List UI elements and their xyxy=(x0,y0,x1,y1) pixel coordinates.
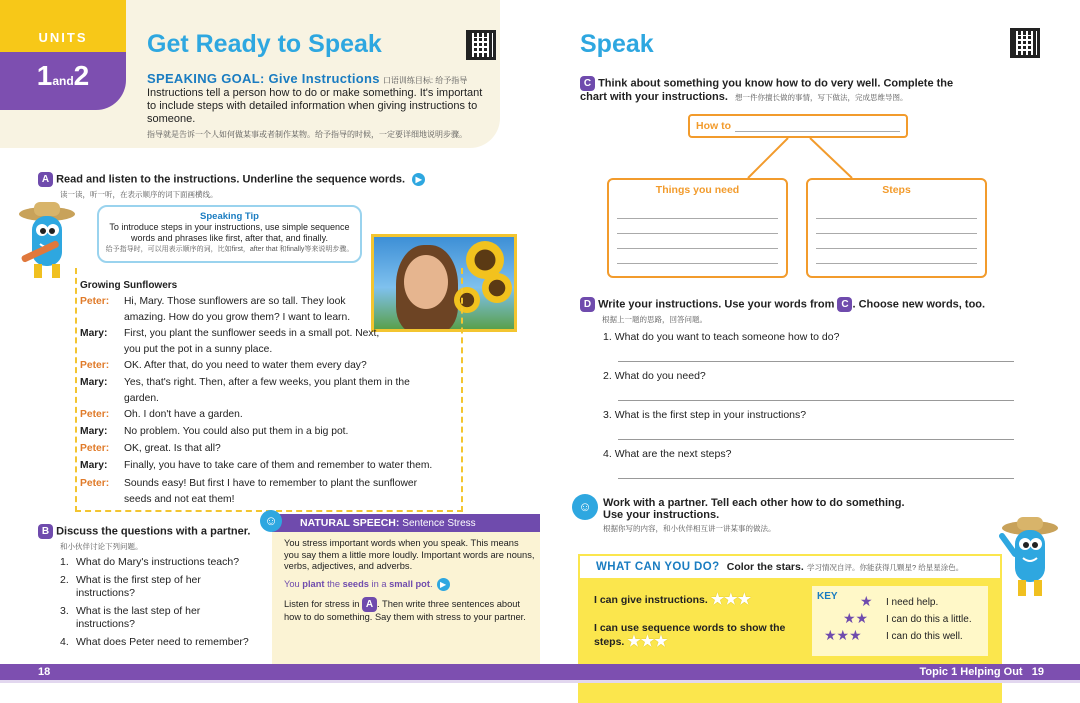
section-b-questions xyxy=(60,556,260,654)
dialog-line: Peter: OK. After that, do you need to water them every day? xyxy=(80,360,367,371)
key-row: I need help. xyxy=(886,597,939,608)
goal-heading: SPEAKING GOAL: Give Instructions xyxy=(147,71,380,86)
audio-icon[interactable]: ▶ xyxy=(437,578,450,591)
can-do-item: I can give instructions. ★★★ xyxy=(594,591,752,608)
answer-line[interactable] xyxy=(618,361,1014,362)
section-b-badge: B xyxy=(38,524,53,539)
section-a-instruction xyxy=(38,172,458,200)
list-item: 1. What do Mary's instructions teach? xyxy=(60,556,240,568)
section-d-badge: D xyxy=(580,297,595,312)
star-icon[interactable]: ★ xyxy=(724,591,738,608)
section-c-text-cn: 想一件你擅长做的事情，写下做法，完成思维导图。 xyxy=(734,93,908,102)
answer-line[interactable] xyxy=(618,439,1014,440)
list-item: 2. What is the first step of her instructions? xyxy=(60,574,201,599)
speaking-goal xyxy=(147,72,487,141)
star-icon: ★ xyxy=(860,593,873,609)
can-do-item: I can use sequence words to show the steps. ★★★ xyxy=(594,622,786,650)
section-a-badge: A xyxy=(362,597,377,612)
partner-instruction: Work with a partner. Tell each other how to do something. Use your instructions. 根据你写的内容，和小伙伴相互讲一讲某事的做法。 xyxy=(603,497,923,534)
section-c-badge: C xyxy=(580,76,595,91)
answer-line[interactable] xyxy=(618,400,1014,401)
units-number: 1and2 xyxy=(36,60,90,91)
speaking-tip-box xyxy=(97,205,362,263)
dialog-title: Growing Sunflowers xyxy=(80,280,178,291)
speaking-tip-title: Speaking Tip xyxy=(200,211,259,222)
section-d-question: 1. What do you want to teach someone how to do? xyxy=(603,331,840,343)
section-d-question: 2. What do you need? xyxy=(603,370,706,382)
list-item: 3. What is the last step of her instructions? xyxy=(60,605,201,630)
units-label: UNITS xyxy=(38,30,88,45)
answer-line[interactable] xyxy=(618,478,1014,479)
section-a-badge: A xyxy=(38,172,53,187)
star-icon[interactable]: ★ xyxy=(654,633,668,650)
page-title: Speak xyxy=(580,30,654,58)
section-d-question: 3. What is the first step in your instructions? xyxy=(603,409,807,421)
footer-shadow xyxy=(0,680,1080,683)
star-icon[interactable]: ★ xyxy=(737,591,752,608)
goal-text: Instructions tell a person how to do or make something. It's important to include steps with detailed information when giving instructions to someone. xyxy=(147,87,483,125)
what-can-you-do-header: WHAT CAN YOU DO? Color the stars. 学习情况自评。你能获得几颗星? 给星星涂色。 xyxy=(578,554,1002,580)
list-item: 4. What does Peter need to remember? xyxy=(60,636,249,648)
star-icon[interactable]: ★ xyxy=(710,591,725,608)
goal-heading-cn: 口语训练目标: 给予指导 xyxy=(382,76,468,85)
mascot-illustration xyxy=(996,514,1062,604)
section-c-instruction: C Think about something you know how to do very well. Complete the chart with your instructions. 想一件你擅长做的事情，写下做法，完成思维导图。 xyxy=(580,77,954,103)
section-a-text: Read and listen to the instructions. Underline the sequence words. xyxy=(56,173,406,186)
section-d-text-cn: 根据上一题的思路，回答问题。 xyxy=(602,315,707,324)
qr-code-icon[interactable] xyxy=(1010,28,1040,58)
natural-speech-body xyxy=(284,538,536,623)
section-d-instruction: D Write your instructions. Use your words from C . Choose new words, too. 根据上一题的思路，回答问题。 xyxy=(580,297,1000,325)
qr-code-icon[interactable] xyxy=(466,30,496,60)
star-icon: ★★★ xyxy=(824,627,862,643)
key-title: KEY xyxy=(817,591,838,602)
key-row: I can do this well. xyxy=(886,631,963,642)
goal-text-cn: 指导就是告诉一个人如何做某事或者制作某物。给予指导的时候，一定要详细地说明步骤。 xyxy=(147,130,467,139)
page-title: Get Ready to Speak xyxy=(147,30,382,58)
section-d-question: 4. What are the next steps? xyxy=(603,448,732,460)
speaking-tip-text-cn: 给予指导时，可以用表示顺序的词，比如first，after that 和finally等来说明步骤。 xyxy=(105,246,354,253)
steps-box[interactable]: Steps xyxy=(806,178,987,278)
how-to-field[interactable]: How to xyxy=(688,114,908,138)
dialog-line: Mary: No problem. You could also put them in a big pot. xyxy=(80,426,349,437)
dialog-line: Peter: Oh. I don't have a garden. xyxy=(80,409,243,420)
natural-speech-task: Listen for stress in A . Then write three sentences about how to do something. Say them with stress to your partner. xyxy=(284,598,526,622)
section-a-text-cn: 读一读，听一听，在表示顺序的词下面画横线。 xyxy=(60,190,218,199)
dialog-line: Peter: OK, great. Is that all? xyxy=(80,443,221,454)
dialog-line: Mary: Finally, you have to take care of them and remember to water them. xyxy=(80,460,433,471)
dialog-line: Mary: First, you plant the sunflower seeds in a small pot. Next, you put the pot in a sunny place. xyxy=(80,328,380,355)
speaking-tip-text: To introduce steps in your instructions, use simple sequence words and phrases like first, after that, and finally. xyxy=(109,222,350,243)
star-icon[interactable]: ★ xyxy=(640,633,655,650)
star-icon[interactable]: ★ xyxy=(627,633,641,650)
dialog-line: Peter: Hi, Mary. Those sunflowers are so tall. They look amazing. How do you grow them? I want to learn. xyxy=(80,296,351,323)
audio-icon[interactable]: ▶ xyxy=(412,173,425,186)
section-b-text-cn: 和小伙伴讨论下列问题。 xyxy=(60,542,143,551)
footer-left xyxy=(0,664,540,680)
smiley-icon: ☺ xyxy=(260,510,282,532)
page-number: 18 xyxy=(38,666,51,678)
page-number: 19 xyxy=(1031,666,1044,678)
natural-speech-text: You stress important words when you speak. This means you say them a little more loudly. Important words are nouns, verbs, adjectives, and adverbs. xyxy=(284,538,535,571)
dialog-line: Peter: Sounds easy! But first I have to remember to plant the sunflower seeds and not eat them! xyxy=(80,478,418,505)
natural-speech-header: NATURAL SPEECH: Sentence Stress xyxy=(272,514,540,532)
stress-example: You plant the seeds in a small pot. ▶ xyxy=(284,578,536,591)
dialog-line: Mary: Yes, that's right. Then, after a few weeks, you plant them in the garden. xyxy=(80,377,410,404)
partner-chat-icon: ☺ xyxy=(572,494,598,520)
things-you-need-box[interactable]: Things you need xyxy=(607,178,788,278)
star-icon: ★★ xyxy=(843,610,869,626)
section-b-instruction: B Discuss the questions with a partner. 和小伙伴讨论下列问题。 xyxy=(38,524,268,552)
footer-right xyxy=(540,664,1080,680)
key-row: I can do this a little. xyxy=(886,614,972,625)
mascot-illustration xyxy=(16,198,78,284)
chart-connector xyxy=(740,138,870,180)
footer-topic: Topic 1 Helping Out xyxy=(919,666,1023,678)
partner-instruction-cn: 根据你写的内容，和小伙伴相互讲一讲某事的做法。 xyxy=(603,524,776,533)
